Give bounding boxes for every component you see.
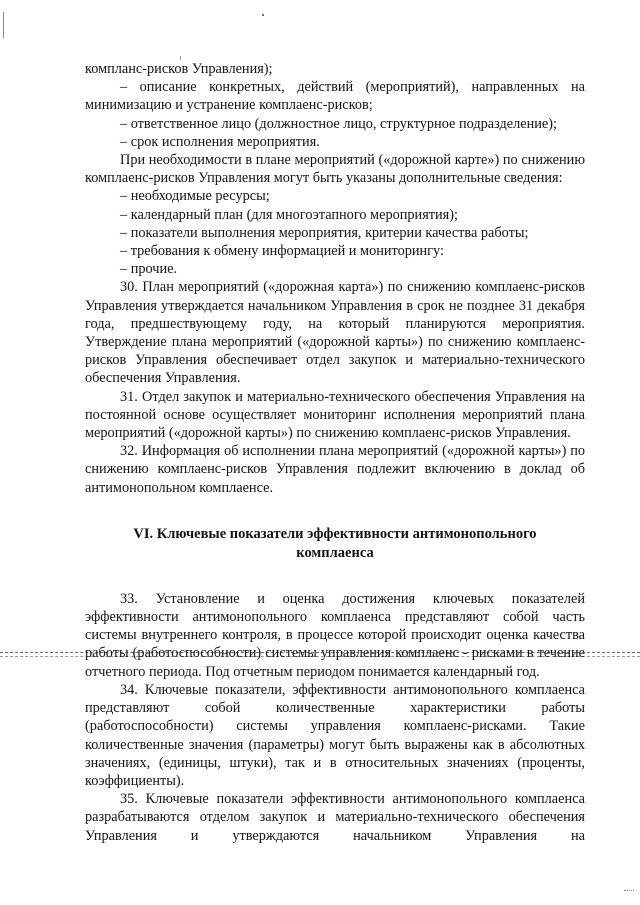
section-heading	[85, 525, 585, 563]
paragraph-continuation: компланс-рисков Управления);	[85, 61, 273, 77]
list-item-requirements: – требования к обмену информацией и мониторингу:	[120, 243, 444, 260]
paragraph-33: 33. Установление и оценка достижения ключевых показателей эффективности антимонопольного комплаенса представляют собой часть системы внутреннего контроля, в процессе которой происходит оценка качества работы (работоспособности) системы управления комплаенс - рисками в течение отчетного периода. Под отчетным периодом понимается календарный год.	[85, 590, 585, 680]
paragraph-30: 30. План мероприятий («дорожная карта») по снижению комплаенс-рисков Управления утверждается начальником Управления в срок не позднее 31 декабря года, предшествующему году, на который планируются мероприятия. Утверждение плана мероприятий («дорожной карты») по снижению комплаенс-рисков Управления обеспечивает отдел закупок и материально-технического обеспечения Управления.	[85, 279, 585, 387]
scan-artifact	[624, 890, 634, 893]
scan-artifact	[3, 12, 4, 38]
list-item-other: – прочие.	[120, 261, 178, 278]
section-heading-line-1: VI. Ключевые показатели эффективности антимонопольного	[133, 525, 537, 542]
paragraph-additional-info: При необходимости в плане мероприятий («дорожной карте») по снижению комплаенс-рисков Управления могут быть указаны дополнительные сведения:	[85, 152, 585, 187]
list-item-indicators: – показатели выполнения мероприятия, критерии качества работы;	[120, 224, 529, 241]
section-heading-line-2: комплаенса	[296, 544, 374, 561]
list-item-description: – описание конкретных, действий (мероприятий), направленных на минимизацию и устранение комплаенс-рисков;	[85, 79, 585, 114]
list-item-calendar: – календарный план (для многоэтапного мероприятия);	[120, 206, 458, 223]
paragraph-32: 32. Информация об исполнении плана мероприятий («дорожной карты») по снижению комплаенс-рисков Управления подлежит включению в доклад об антимонопольном комплаенсе.	[85, 443, 585, 496]
paragraph-34: 34. Ключевые показатели, эффективности антимонопольного комплаенса представляют собой количественные характеристики работы (работоспособности) системы управления комплаенс-рисками. Такие количественные значения (параметры) могут быть выражены как в абсолютных значениях, (единицы, штуки), так и в относительных значениях (проценты, коэффициенты).	[85, 681, 585, 789]
list-item-responsible: – ответственное лицо (должностное лицо, структурное подразделение);	[120, 115, 557, 132]
paragraph-31: 31. Отдел закупок и материально-технического обеспечения Управления на постоянной основе осуществляет мониторинг исполнения мероприятий плана мероприятий («дорожной карты») по снижению комплаенс-рисков Управления.	[85, 388, 585, 442]
list-item-resources: – необходимые ресурсы;	[120, 188, 270, 205]
document-body	[85, 60, 585, 845]
scan-artifact	[262, 14, 264, 16]
list-item-deadline: – срок исполнения мероприятия.	[120, 133, 320, 150]
paragraph-35: 35. Ключевые показатели эффективности антимонопольного комплаенса разрабатываются отделом закупок и материально-технического обеспечения Управления и утверждаются начальником Управления на	[85, 791, 585, 844]
